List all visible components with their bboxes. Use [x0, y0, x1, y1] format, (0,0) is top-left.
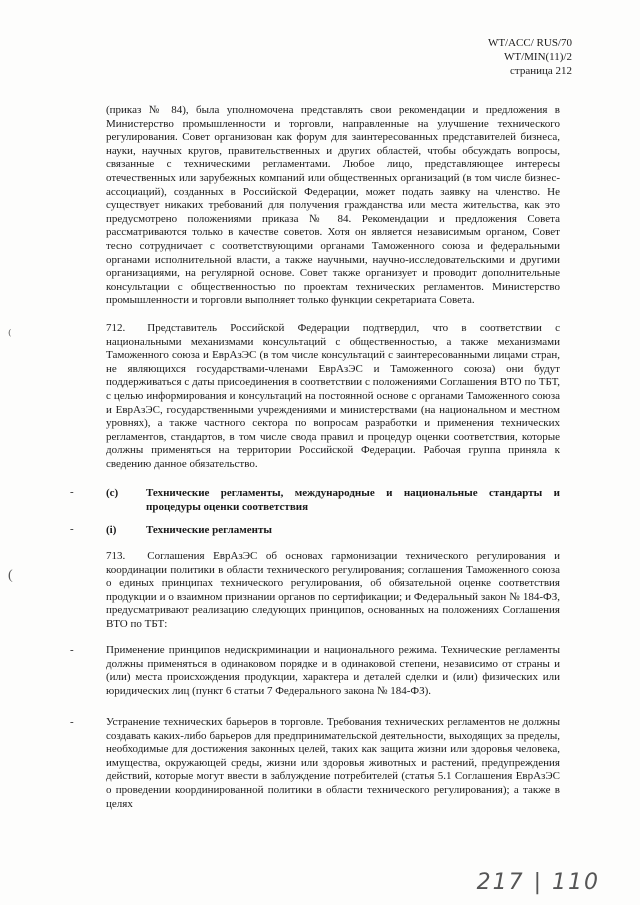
document-symbol: WT/ACC/ RUS/70	[487, 37, 572, 49]
paragraph-text: Представитель Российской Федерации подтвердил, что в соответствии с национальными механизмами консультаций с общественностью, а также механизмами Таможенного союза и ЕврАзЭС (в том числе консультаций с заинтересованными лицами стран, не являющихся государствами-членами ЕврАзЭС и Таможенного союза) они будут поддерживаться с даты присоединения в соответствии с положениями Соглашения ВТО по ТБТ, с целью информирования и консультаций на постоянной основе с органами Таможенного союза и ЕврАзЭС, государственными учреждениями и министерствами (на национальном и местном уровнях), а также частного сектора по вопросам разработки и применения технических регламентов, стандартов, в том числе свода правил и процедур оценки соответствия, которые должны применяться на территории Российской Федерации. Рабочая группа приняла к сведению данное обязательство.	[106, 322, 560, 470]
heading-c-dash: -	[70, 486, 74, 498]
heading-c-label: (c)	[106, 487, 119, 499]
document-symbol-secondary: WT/MIN(11)/2	[503, 51, 572, 63]
handwritten-page-mark: 217 | 110	[476, 870, 600, 895]
paragraph-text: Соглашения ЕврАзЭС об основах гармонизации технического регулирования и координации политики в области технического регулирования; соглашения Таможенного союза о единых принципах технического регулирования, об обязательной оценке соответствия продукции и о взаимном признании органов по сертификации; и Федеральный закон № 184-ФЗ, предусматривают реализацию следующих принципов, основанных на положениях Соглашения ВТО по ТБТ:	[106, 550, 560, 630]
heading-i-title: Технические регламенты	[146, 524, 272, 536]
heading-c-title: Технические регламенты, международные и национальные стандарты и процедуры оценки соответствия	[146, 487, 560, 513]
paragraph-continuation: (приказ № 84), была уполномочена представлять свои рекомендации и предложения в Министерство промышленности и торговли, направленные на улучшение технического регулирования. Совет организован как форум для заинтересованных представителей бизнеса, науки, научных кругов, правительственных и других областей, чтобы обсуждать вопросы, связанные с техническими регламентами. Любое лицо, представляющее интересы отечественных или зарубежных компаний или общественных организаций (в том числе бизнес-ассоциаций), созданных в Российской Федерации, может подать заявку на членство. Не существует никаких требований для получения гражданства или места жительства, как это предусмотрено положениями приказа № 84. Рекомендации и предложения Совета рассматриваются только в качестве советов. Хотя он является независимым органом, Совет тесно сотрудничает с соответствующими органами Таможенного союза и федеральными органами исполнительной власти, а также научными, научно-исследовательскими и другими организациями, на регулярной основе. Совет также организует и проводит дополнительные консультации с общественностью по проектам технических регламентов. Министерство промышленности и торговли выполняет только функции секретариата Совета.	[106, 104, 560, 307]
document-header	[488, 36, 572, 78]
bullet-item: Устранение технических барьеров в торговле. Требования технических регламентов не должны создавать каких-либо барьеров для предпринимательской деятельности, выходящих за пределы, необходимые для достижения законных целей, таких как защита жизни или здоровья человека, имущества, окружающей среды, жизни или здоровья животных и растений, предупреждения действий, которые могут ввести в заблуждение потребителей (статья 5.1 Соглашения ЕврАзЭС о проведении координированной политики в области технического регулирования); а также в целях	[106, 716, 560, 810]
margin-annotation-mark: (	[8, 568, 13, 583]
margin-annotation-mark: ⁽	[8, 329, 12, 344]
paragraph-number: 712.	[106, 322, 126, 334]
heading-i-label: (i)	[106, 524, 117, 536]
bullet-item: Применение принципов недискриминации и национального режима. Технические регламенты должны применяться в одинаковом порядке и в одинаковой степени, независимо от страны и (или) места происхождения продукции, характера и деталей сделки и (или) физических или юридических лиц (пункт 6 статьи 7 Федерального закона № 184-ФЗ).	[106, 644, 560, 697]
heading-i-dash: -	[70, 523, 74, 535]
paragraph-712	[106, 322, 560, 472]
page-number: страница 212	[510, 65, 572, 77]
bullet-dash: -	[70, 644, 74, 656]
paragraph-713	[106, 550, 560, 632]
paragraph-number: 713.	[106, 550, 126, 562]
bullet-dash: -	[70, 716, 74, 728]
